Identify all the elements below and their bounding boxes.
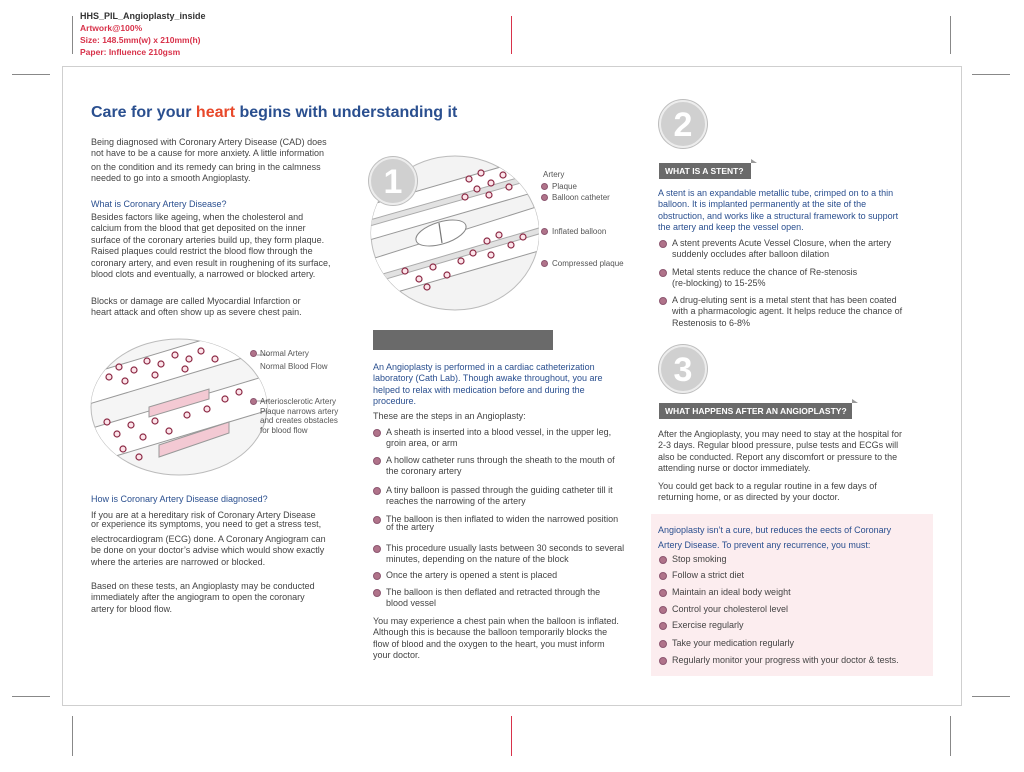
return-home-paragraph: You could get back to a regular routine in a few days of returning home, or as directed by your doctor. bbox=[658, 481, 877, 503]
what-is-cad-paragraph: Besides factors like ageing, when the cholesterol and calcium from the blood that get deposited on the inner surface of the coronary arteries build up, they form plaque. Raised plaques could restrict the blood flow through the coronary artery, and even result in roughening of its surface, blood clots and eventually, a narrowed or blocked artery. bbox=[91, 212, 331, 280]
crop-mark-bl-h bbox=[12, 696, 50, 697]
crop-mark-tl-v bbox=[72, 16, 73, 54]
crop-mark-bm bbox=[511, 716, 512, 756]
prevention-item: Take your medication regularly bbox=[659, 638, 794, 649]
section-number-3: 3 bbox=[659, 345, 707, 393]
crop-mark-br-h bbox=[972, 696, 1010, 697]
stent-point: A stent prevents Acute Vessel Closure, when the artery suddenly occludes after balloon dilation bbox=[659, 238, 891, 261]
crop-mark-bl-v bbox=[72, 716, 73, 756]
intro-paragraph: Being diagnosed with Coronary Artery Disease (CAD) does not have to be a cause for more anxiety. A little information on the condition and its remedy can bring in the calmness needed to go into a smooth Angioplasty. bbox=[91, 137, 327, 184]
print-meta-artwork: Artwork@100% bbox=[80, 23, 143, 33]
blocks-paragraph: Blocks or damage are called Myocardial Infarction or heart attack and often show up as severe chest pain. bbox=[91, 296, 302, 318]
diagnosis-heading: How is Coronary Artery Disease diagnosed? bbox=[91, 494, 268, 504]
what-is-a-stent-bar: WHAT IS A STENT? bbox=[659, 163, 751, 179]
page-title: Care for your heart begins with understanding it bbox=[91, 104, 458, 121]
bullet-dot bbox=[659, 556, 667, 564]
bullet-dot bbox=[659, 657, 667, 665]
label-dot-compressed-plaque bbox=[541, 260, 548, 267]
prevention-item: Maintain an ideal body weight bbox=[659, 587, 791, 598]
bullet-dot bbox=[373, 589, 381, 597]
artery-comparison-illustration bbox=[89, 337, 269, 477]
bullet-dot bbox=[373, 457, 381, 465]
prevention-item: Exercise regularly bbox=[659, 620, 744, 631]
step-item: The balloon is then inflated to widen the narrowed position of the artery bbox=[373, 514, 618, 534]
bullet-dot bbox=[659, 269, 667, 277]
bullet-dot bbox=[373, 429, 381, 437]
bullet-dot bbox=[659, 640, 667, 648]
step-number-1: 1 bbox=[369, 157, 417, 205]
label-normal-blood-flow: Normal Blood Flow bbox=[260, 362, 328, 371]
crop-mark-br-v bbox=[950, 716, 951, 756]
angioplasty-intro-paragraph: An Angioplasty is performed in a cardiac catheterization laboratory (Cath Lab). Though awake throughout, you are helped to relax with medication before and during the procedure. bbox=[373, 362, 603, 407]
crop-mark-tl-h bbox=[12, 74, 50, 75]
label-arteriosclerotic: Arteriosclerotic Artery Plaque narrows artery and creates obstacles for blood flow bbox=[260, 397, 339, 435]
stent-paragraph: A stent is an expandable metallic tube, crimped on to a thin balloon. It is implanted permanently at the site of the obstruction, and works like a structural framework to support the artery and keep the vessel open. bbox=[658, 188, 899, 233]
label-normal-artery: Normal Artery bbox=[260, 349, 309, 358]
step-item: This procedure usually lasts between 30 seconds to several minutes, depending on the nature of the block bbox=[373, 543, 624, 566]
step-item: A sheath is inserted into a blood vessel, in the upper leg, groin area, or arm bbox=[373, 427, 611, 450]
section-bar-placeholder bbox=[373, 330, 553, 350]
bullet-dot bbox=[373, 487, 381, 495]
bullet-dot bbox=[659, 606, 667, 614]
prevention-item: Stop smoking bbox=[659, 554, 727, 565]
label-dot-inflated-balloon bbox=[541, 228, 548, 235]
print-meta-paper: Paper: Influence 210gsm bbox=[80, 47, 181, 57]
label-balloon-catheter: Balloon catheter bbox=[552, 193, 610, 202]
stent-point: A drug-eluting sent is a metal stent that has been coated with a pharmacologic agent. It helps reduce the chance of Restenosis to 6-8% bbox=[659, 295, 902, 329]
print-meta-size: Size: 148.5mm(w) x 210mm(h) bbox=[80, 35, 201, 45]
label-inflated-balloon: Inflated balloon bbox=[552, 227, 607, 236]
bullet-dot bbox=[659, 572, 667, 580]
prevention-intro: Angioplasty isn’t a cure, but reduces the eects of Coronary Artery Disease. To prevent any recurrence, you must: bbox=[658, 525, 892, 550]
label-dot-arteriosclerotic bbox=[250, 398, 257, 405]
after-angioplasty-bar: WHAT HAPPENS AFTER AN ANGIOPLASTY? bbox=[659, 403, 852, 419]
label-plaque: Plaque bbox=[552, 182, 577, 191]
prevention-item: Follow a strict diet bbox=[659, 570, 744, 581]
prevention-item: Regularly monitor your progress with your doctor & tests. bbox=[659, 655, 899, 666]
print-meta-filename: HHS_PIL_Angioplasty_inside bbox=[80, 11, 206, 21]
title-heart-word: heart bbox=[195, 104, 236, 121]
step-item: A hollow catheter runs through the sheath to the mouth of the coronary artery bbox=[373, 455, 615, 478]
stent-point: Metal stents reduce the chance of Re-stenosis (re-blocking) to 15-25% bbox=[659, 267, 857, 290]
label-dot-plaque bbox=[541, 183, 548, 190]
bullet-dot bbox=[659, 589, 667, 597]
label-dot-normal-artery bbox=[250, 350, 257, 357]
after-angioplasty-paragraph: After the Angioplasty, you may need to stay at the hospital for 2-3 days. Regular blood pressure, pulse tests and ECGs will also be conducted. Report any discomfort or pressure to the attending nurse or doctor immediately. bbox=[658, 429, 902, 474]
brochure-page bbox=[62, 66, 962, 706]
print-meta bbox=[80, 10, 206, 58]
bullet-dot bbox=[659, 240, 667, 248]
section-number-2: 2 bbox=[659, 100, 707, 148]
bullet-dot bbox=[373, 545, 381, 553]
steps-intro: These are the steps in an Angioplasty: bbox=[373, 411, 526, 421]
crop-mark-tm bbox=[511, 16, 512, 54]
bullet-dot bbox=[373, 572, 381, 580]
bullet-dot bbox=[659, 622, 667, 630]
step-item: Once the artery is opened a stent is placed bbox=[373, 570, 557, 581]
label-artery: Artery bbox=[543, 170, 565, 179]
diagnosis-paragraph: If you are at a hereditary risk of Coronary Artery Disease or experience its symptoms, you need to get a stress test, electrocardiogram (ECG) done. A Coronary Angiogram can be done on your doctor’s advise which would show exactly where the arteries are narrowed or blocked. bbox=[91, 510, 326, 567]
bullet-dot bbox=[659, 297, 667, 305]
label-dot-balloon-catheter bbox=[541, 194, 548, 201]
what-is-cad-heading: What is Coronary Artery Disease? bbox=[91, 199, 227, 209]
crop-mark-tr-h bbox=[972, 74, 1010, 75]
crop-mark-tr-v bbox=[950, 16, 951, 54]
prevention-item: Control your cholesterol level bbox=[659, 604, 788, 615]
step-item: A tiny balloon is passed through the guiding catheter till it reaches the narrowing of the artery bbox=[373, 485, 613, 508]
bullet-dot bbox=[373, 516, 381, 524]
label-compressed-plaque: Compressed plaque bbox=[552, 259, 624, 268]
step-item: The balloon is then deflated and retracted through the blood vessel bbox=[373, 587, 600, 610]
chest-pain-paragraph: You may experience a chest pain when the balloon is inflated. Although this is because the balloon temporarily blocks the flow of blood and the oxygen to the heart, you must inform your doctor. bbox=[373, 616, 619, 661]
based-on-tests-paragraph: Based on these tests, an Angioplasty may be conducted immediately after the angiogram to open the coronary artery for blood flow. bbox=[91, 581, 315, 614]
